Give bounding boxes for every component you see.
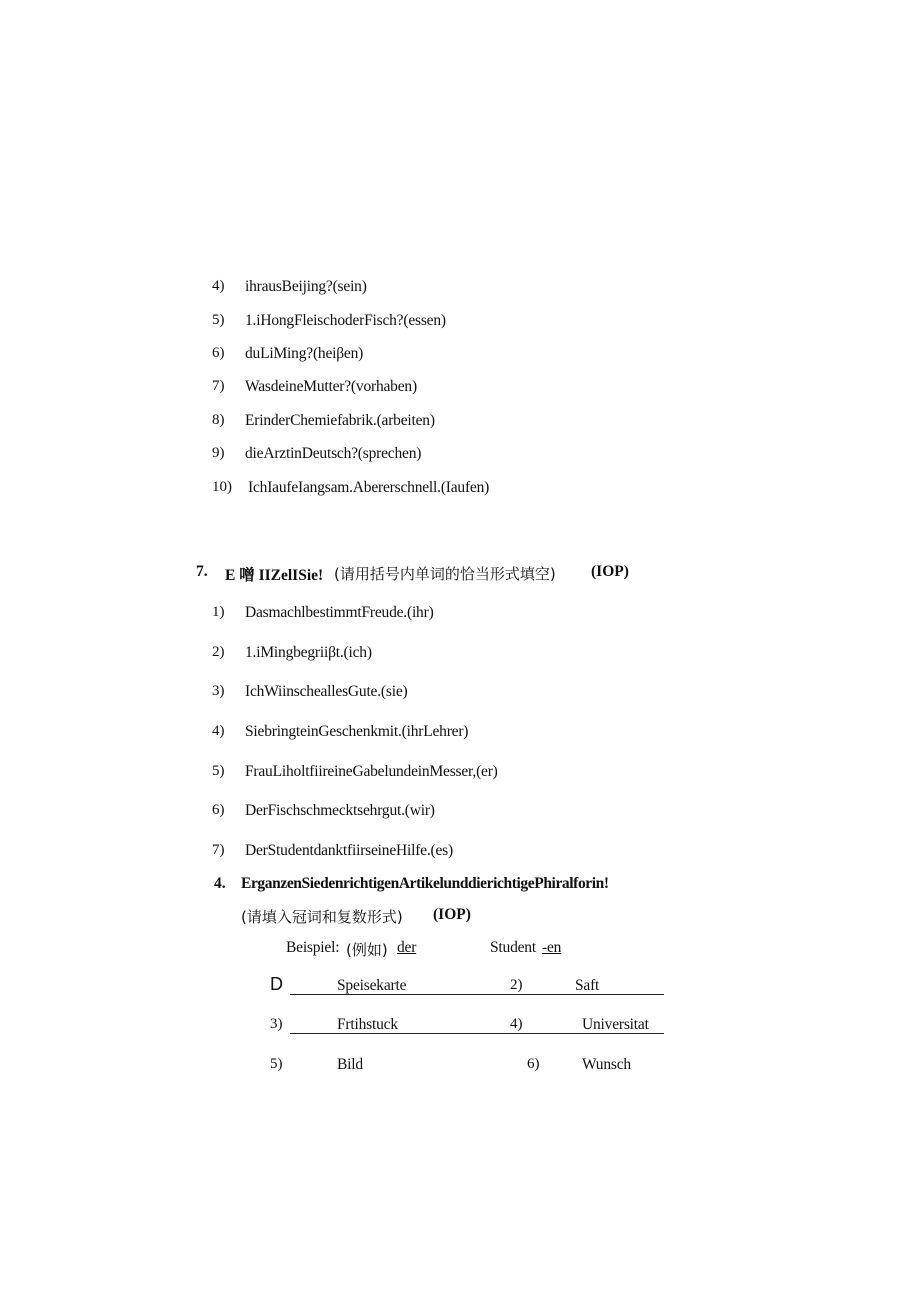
noun-word: Frtihstuck bbox=[337, 1016, 398, 1033]
exercise-sentence: ErinderChemiefabrik.(arbeiten) bbox=[245, 412, 435, 429]
section-title: ErganzenSiedenrichtigenArtikelunddierichtigePhiralforin! bbox=[241, 875, 609, 892]
section-title: E 噌 IIZelISie! bbox=[225, 567, 324, 584]
exercise-sentence: FrauLiholtfiireineGabelundeinMesser,(er) bbox=[245, 763, 498, 780]
noun-word: Bild bbox=[337, 1056, 363, 1073]
example-article: der bbox=[397, 939, 417, 956]
item-number: 5) bbox=[270, 1056, 283, 1072]
noun-word: Saft bbox=[575, 977, 600, 994]
item-number: 4) bbox=[212, 278, 225, 294]
item-number: 8) bbox=[212, 412, 225, 428]
exercise-sentence: dieArztinDeutsch?(sprechen) bbox=[245, 445, 422, 462]
noun-word: Universitat bbox=[582, 1016, 649, 1033]
item-number: 3) bbox=[270, 1016, 283, 1032]
section-number: 7. bbox=[196, 563, 208, 580]
item-number: 9) bbox=[212, 445, 225, 461]
section-instruction: (请用括号内单词的恰当形式填空) bbox=[334, 565, 556, 583]
item-number: 3) bbox=[212, 683, 225, 699]
exercise-sentence: WasdeineMutter?(vorhaben) bbox=[245, 378, 417, 395]
exercise-sentence: ihrausBeijing?(sein) bbox=[245, 278, 367, 295]
noun-word: Speisekarte bbox=[337, 977, 407, 994]
section-points: (IOP) bbox=[433, 906, 471, 923]
item-number: 5) bbox=[212, 763, 225, 779]
exercise-sentence: IchWiinscheallesGute.(sie) bbox=[245, 683, 408, 700]
item-number: 6) bbox=[527, 1056, 540, 1072]
exercise-sentence: duLiMing?(heiβen) bbox=[245, 345, 364, 362]
item-number: 7) bbox=[212, 842, 225, 858]
exercise-sentence: DerFischschmecktsehrgut.(wir) bbox=[245, 802, 435, 819]
exercise-sentence: 1.iHongFleischoderFisch?(essen) bbox=[245, 312, 446, 329]
noun-word: Wunsch bbox=[582, 1056, 631, 1073]
exercise-sentence: SiebringteinGeschenkmit.(ihrLehrer) bbox=[245, 723, 469, 740]
example-word: Student bbox=[490, 939, 536, 956]
exercise-sentence: 1.iMingbegriiβt.(ich) bbox=[245, 644, 372, 661]
exercise-sentence: DerStudentdanktfiirseineHilfe.(es) bbox=[245, 842, 453, 859]
item-number: 2) bbox=[212, 644, 225, 660]
item-number: 6) bbox=[212, 345, 225, 361]
exercise-sentence: DasmachlbestimmtFreude.(ihr) bbox=[245, 604, 434, 621]
section-points: (IOP) bbox=[591, 563, 629, 580]
example-label: Beispiel: bbox=[286, 939, 340, 956]
item-number: 7) bbox=[212, 378, 225, 394]
item-number: 4) bbox=[510, 1016, 523, 1032]
item-number: 10) bbox=[212, 479, 232, 495]
example-label-cn: (例如) bbox=[346, 941, 388, 959]
item-number: 1) bbox=[212, 604, 225, 620]
section-number: 4. bbox=[214, 875, 226, 892]
exercise-sentence: IchIaufeIangsam.Abererschnell.(Iaufen) bbox=[248, 479, 490, 496]
item-number: 2) bbox=[510, 977, 523, 993]
item-number: 5) bbox=[212, 312, 225, 328]
item-number: D bbox=[270, 974, 283, 994]
section-instruction: (请填入冠词和复数形式) bbox=[241, 908, 403, 926]
item-number: 4) bbox=[212, 723, 225, 739]
example-plural-suffix: -en bbox=[542, 939, 562, 956]
item-number: 6) bbox=[212, 802, 225, 818]
